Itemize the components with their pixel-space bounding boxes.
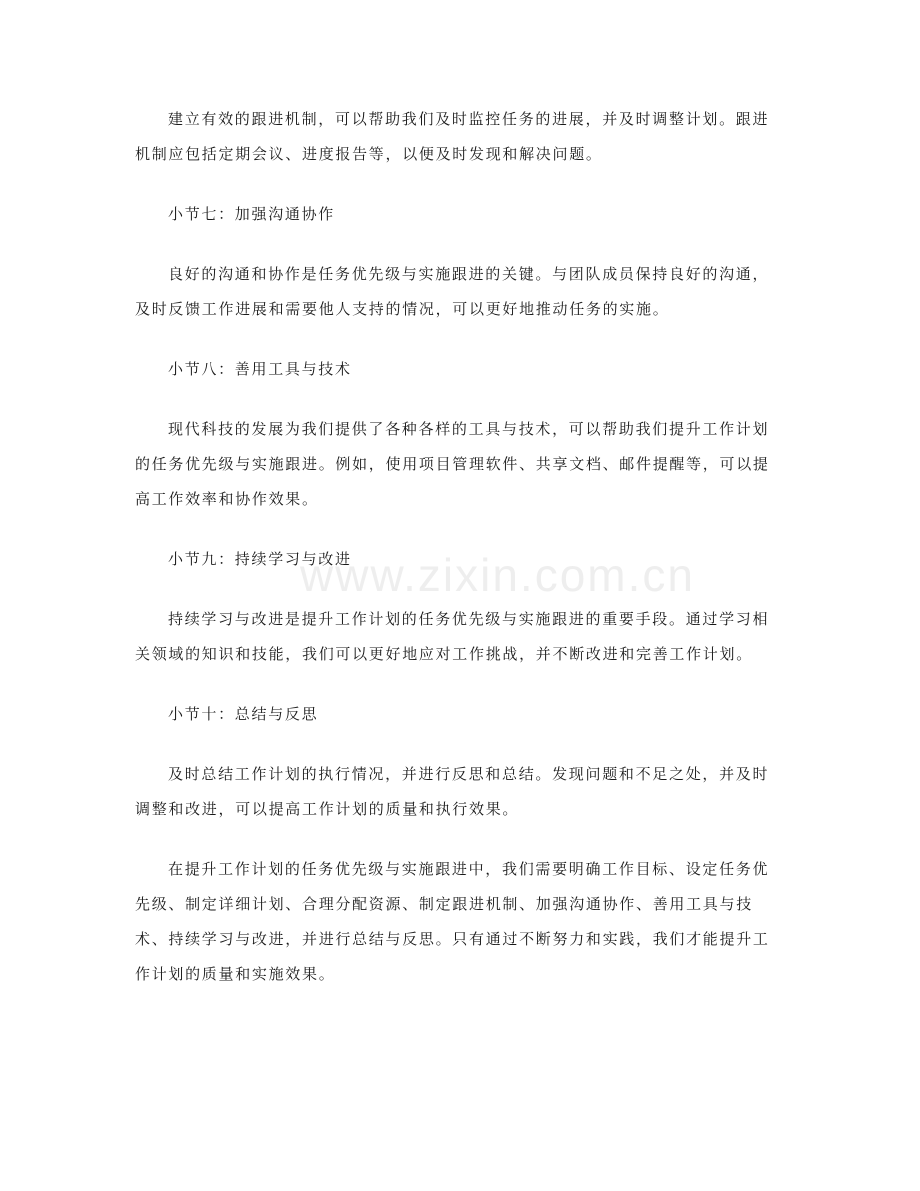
section-heading-10: 小节十：总结与反思 — [168, 705, 319, 723]
section-heading-7: 小节七：加强沟通协作 — [168, 205, 336, 223]
paragraph-conclusion: 在提升工作计划的任务优先级与实施跟进中，我们需要明确工作目标、设定任务优先级、制定详细计划、合理分配资源、制定跟进机制、加强沟通协作、善用工具与技术、持续学习与改进，并进行总结与反思。只有通过不断努力和实践，我们才能提升工作计划的质量和实施效果。 — [135, 860, 770, 983]
paragraph-followup-mechanism: 建立有效的跟进机制，可以帮助我们及时监控任务的进展，并及时调整计划。跟进机制应包括定期会议、进度报告等，以便及时发现和解决问题。 — [135, 110, 770, 163]
paragraph-communication: 良好的沟通和协作是任务优先级与实施跟进的关键。与团队成员保持良好的沟通，及时反馈工作进展和需要他人支持的情况，可以更好地推动任务的实施。 — [135, 265, 770, 318]
section-heading-9: 小节九：持续学习与改进 — [168, 550, 352, 568]
section-heading-8: 小节八：善用工具与技术 — [168, 360, 352, 378]
paragraph-learning: 持续学习与改进是提升工作计划的任务优先级与实施跟进的重要手段。通过学习相关领域的知识和技能，我们可以更好地应对工作挑战，并不断改进和完善工作计划。 — [135, 610, 770, 663]
document-body — [135, 102, 785, 1017]
paragraph-tools: 现代科技的发展为我们提供了各种各样的工具与技术，可以帮助我们提升工作计划的任务优先级与实施跟进。例如，使用项目管理软件、共享文档、邮件提醒等，可以提高工作效率和协作效果。 — [135, 420, 770, 508]
watermark: www.zixin.com.cn — [300, 549, 695, 601]
paragraph-reflection: 及时总结工作计划的执行情况，并进行反思和总结。发现问题和不足之处，并及时调整和改进，可以提高工作计划的质量和执行效果。 — [135, 765, 770, 818]
